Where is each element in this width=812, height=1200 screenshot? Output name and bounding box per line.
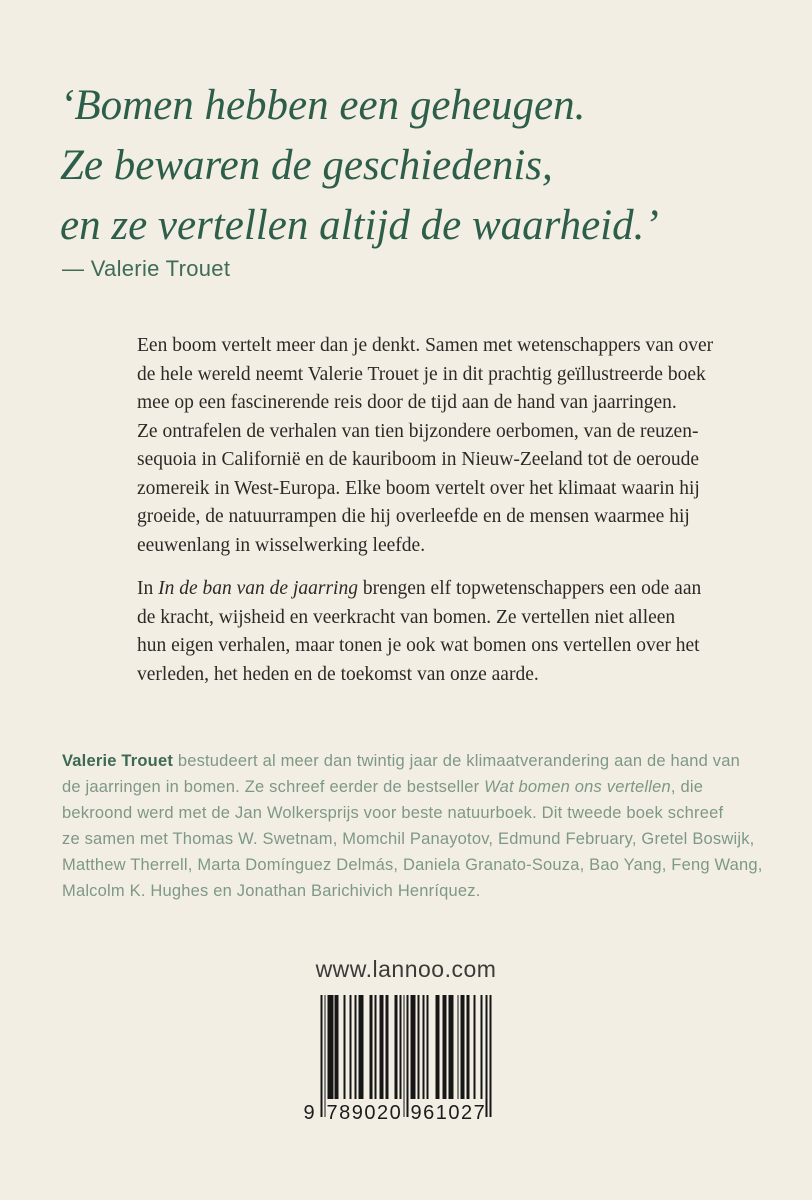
text-line [62, 826, 763, 852]
text-run: sequoia in Californië en de kauriboom in Nieuw-Zeeland tot de oeroude [137, 449, 700, 470]
quote-line: en ze vertellen altijd de waarheid.’ [60, 202, 659, 249]
barcode-digits-left: 789020 [326, 1102, 403, 1124]
text-run: bestudeert al meer dan twintig jaar de klimaatverandering aan de hand van [173, 752, 741, 770]
quote-line: ‘Bomen hebben een geheugen. [60, 82, 586, 129]
author-name-bold: Valerie Trouet [62, 752, 174, 770]
text-run: groeide, de natuurrampen die hij overleefde en de mensen waarmee hij [137, 506, 690, 527]
synopsis-section [137, 332, 713, 689]
text-run: , die [670, 778, 704, 796]
text-line [62, 774, 763, 800]
book-title-italic: Wat bomen ons vertellen [484, 778, 671, 796]
text-run: Ze ontrafelen de verhalen van tien bijzondere oerbomen, van de reuzen- [137, 420, 699, 442]
text-run: de kracht, wijsheid en veerkracht van bomen. Ze vertellen niet alleen [137, 606, 676, 628]
text-line [137, 503, 713, 532]
text-run: hun eigen verhalen, maar tonen je ook wat bomen ons vertellen over het [137, 635, 700, 656]
text-line [137, 475, 713, 504]
text-run: brengen elf topwetenschappers een ode aan [357, 578, 702, 599]
text-run: Een boom vertelt meer dan je denkt. Samen met wetenschappers van over [137, 335, 714, 356]
website-text: www.lannoo.com [315, 956, 497, 982]
text-line [137, 418, 713, 447]
text-line [137, 389, 713, 418]
text-line [137, 532, 713, 561]
barcode-digits [303, 1099, 492, 1131]
barcode-digit-first: 9 [303, 1102, 315, 1124]
text-run: bekroond werd met de Jan Wolkersprijs voor beste natuurboek. Dit tweede boek schreef [62, 804, 724, 822]
text-run: mee op een fascinerende reis door de tijd aan de hand van jaarringen. [137, 392, 677, 413]
text-run: verleden, het heden en de toekomst van onze aarde. [137, 663, 539, 685]
text-run: ze samen met Thomas W. Swetnam, Momchil Panayotov, Edmund February, Gretel Boswijk, [62, 830, 755, 848]
text-line [62, 748, 763, 774]
author-bio [62, 748, 763, 904]
text-line [137, 604, 713, 633]
text-run: Malcolm K. Hughes en Jonathan Barichivich Henríquez. [62, 882, 481, 900]
text-line [62, 878, 763, 904]
synopsis-paragraph-2 [137, 575, 713, 689]
barcode-digits-right: 961027 [410, 1102, 487, 1124]
text-line [137, 361, 713, 390]
text-line [62, 800, 763, 826]
quote-line: Ze bewaren de geschiedenis, [60, 142, 553, 189]
book-title-italic: In de ban van de jaarring [158, 578, 358, 599]
text-line [137, 575, 713, 604]
text-run: eeuwenlang in wisselwerking leefde. [137, 534, 426, 556]
synopsis-paragraph-1 [137, 332, 713, 560]
text-run: de jaarringen in bomen. Ze schreef eerder de bestseller [62, 778, 485, 796]
text-line [137, 332, 713, 361]
text-run: de hele wereld neemt Valerie Trouet je in dit prachtig geïllustreerde boek [137, 363, 706, 385]
text-line [137, 446, 713, 475]
quote-attribution: — Valerie Trouet [62, 256, 231, 281]
quote-section [60, 76, 659, 256]
barcode [303, 995, 492, 1133]
text-line [137, 661, 713, 690]
text-line [137, 632, 713, 661]
text-run: Matthew Therrell, Marta Domínguez Delmás, Daniela Granato-Souza, Bao Yang, Feng Wang, [62, 856, 763, 874]
text-run: zomereik in West-Europa. Elke boom vertelt over het klimaat waarin hij [137, 477, 700, 499]
text-run: In [137, 578, 159, 599]
text-line [62, 852, 763, 878]
